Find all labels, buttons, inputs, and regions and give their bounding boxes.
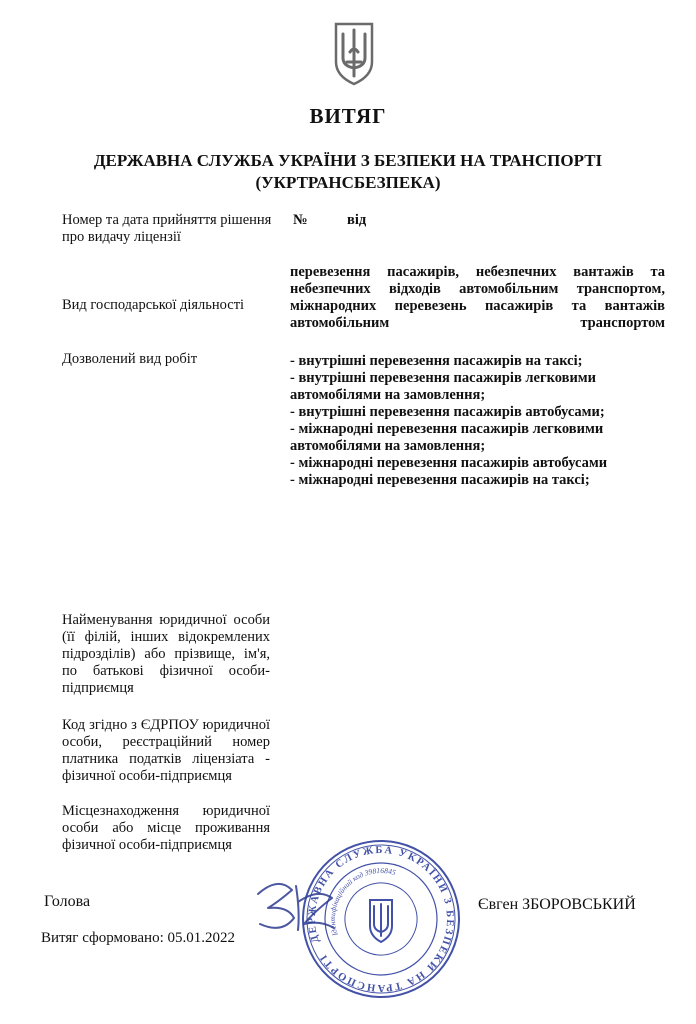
document-title: ВИТЯГ	[309, 104, 387, 128]
permitted-works-list	[290, 353, 630, 489]
signatory-name: Євген ЗБОРОВСЬКИЙ	[478, 896, 636, 913]
edrpou-code-label: Код згідно з ЄДРПОУ юридичної особи, реєстраційний номер платника податків ліцензіата - фізичної особи-підприємця	[62, 717, 270, 784]
entity-name-label: Найменування юридичної особи (її філій, інших відокремлених підрозділів) або прізвище, ім'я, по батькові фізичної особи-підприємця	[62, 612, 270, 696]
seal-inner-text: Ідентифікаційний код 39816845	[327, 865, 397, 937]
official-seal-icon	[300, 838, 462, 1000]
trident-emblem-icon	[333, 22, 375, 86]
decision-label: Номер та дата прийняття рішення про видачу ліцензії	[62, 212, 272, 245]
agency-abbreviation: (УКРТРАНСБЕЗПЕКА)	[255, 173, 441, 192]
list-item: - міжнародні перевезення пасажирів на таксі;	[290, 472, 590, 488]
list-item: - міжнародні перевезення пасажирів легковими автомобілями на замовлення;	[290, 421, 604, 454]
generated-date: Витяг сформовано: 05.01.2022	[41, 930, 236, 946]
seal-outer-text: ДЕРЖАВНА СЛУЖБА УКРАЇНИ З БЕЗПЕКИ НА ТРАНСПОРТІ	[306, 844, 456, 994]
agency-name	[40, 150, 656, 194]
list-item: - внутрішні перевезення пасажирів автобусами;	[290, 404, 605, 420]
location-label: Місцезнаходження юридичної особи або місце проживання фізичної особи-підприємця	[62, 803, 270, 853]
list-item: - внутрішні перевезення пасажирів на таксі;	[290, 353, 583, 369]
list-item: - міжнародні перевезення пасажирів автобусами	[290, 455, 608, 471]
decision-number-prefix: №	[293, 212, 308, 228]
decision-date-prefix: від	[347, 212, 367, 228]
agency-name-line-1: ДЕРЖАВНА СЛУЖБА УКРАЇНИ З БЕЗПЕКИ НА ТРАНСПОРТІ	[93, 151, 603, 170]
list-item: - внутрішні перевезення пасажирів легковими автомобілями на замовлення;	[290, 370, 597, 403]
permitted-works-label: Дозволений вид робіт	[62, 351, 198, 367]
activity-value: перевезення пасажирів, небезпечних вантажів та небезпечних відходів автомобільним транспортом, міжнародних перевезень пасажирів та вантажів автомобільним транспортом	[290, 264, 665, 331]
signer-role: Голова	[44, 893, 91, 910]
activity-label: Вид господарської діяльності	[62, 297, 245, 313]
